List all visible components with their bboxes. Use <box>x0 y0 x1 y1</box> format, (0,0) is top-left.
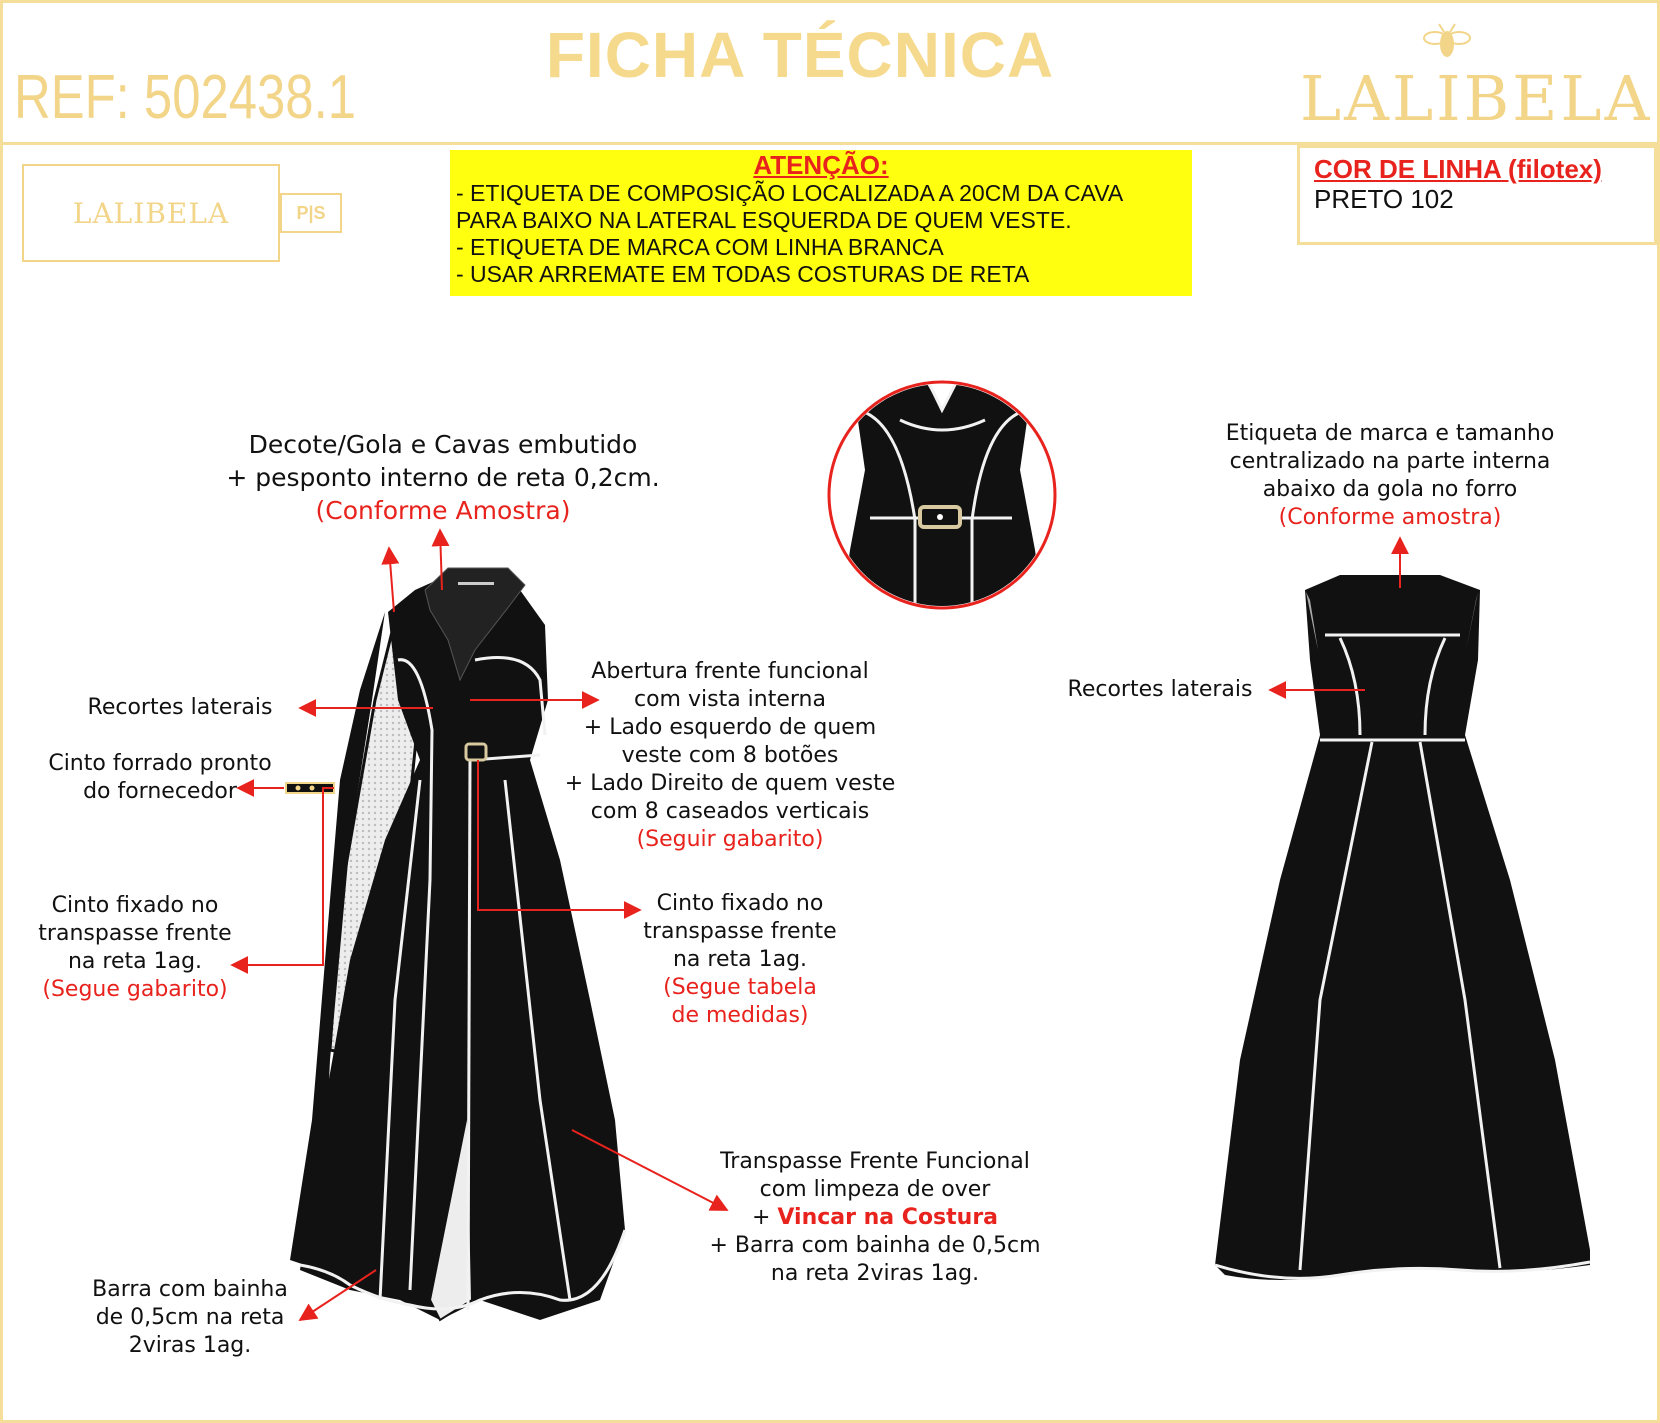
side-cuts-front-note: Recortes laterais <box>87 695 273 720</box>
wrap-front-line: Transpasse Frente Funcional <box>720 1149 1030 1174</box>
brand-label-line: Etiqueta de marca e tamanho <box>1225 421 1555 446</box>
hem-left-note <box>80 1276 300 1360</box>
back-dress-drawing <box>1215 575 1590 1280</box>
brand-label-sample: LALIBELA <box>22 164 280 262</box>
belt-fixed-left-note <box>20 892 250 1004</box>
neckline-note-red: (Conforme Amostra) <box>315 496 571 525</box>
front-opening-line: Abertura frente funcional <box>591 659 869 684</box>
wrap-front-line: + Barra com bainha de 0,5cm <box>709 1233 1041 1258</box>
attention-line: - ETIQUETA DE MARCA COM LINHA BRANCA <box>456 234 944 260</box>
brand-label-note <box>1220 420 1560 532</box>
wrap-front-line: na reta 2viras 1ag. <box>770 1261 980 1286</box>
belt-lined-note <box>40 750 280 806</box>
brand-label-line: abaixo da gola no forro <box>1262 477 1518 502</box>
page-title: FICHA TÉCNICA <box>545 19 1055 91</box>
belt-fixed-right-red: (Segue tabela <box>663 975 817 1000</box>
belt-lined-line: Cinto forrado pronto <box>48 751 272 776</box>
front-belt-buckle <box>466 744 486 760</box>
neckline-note <box>218 428 668 527</box>
brand-label-red: (Conforme amostra) <box>1278 505 1502 530</box>
brand-logo: LALIBELA <box>1300 62 1653 135</box>
belt-fixed-right-line: transpasse frente <box>643 919 837 944</box>
size-tag-sample: P|S <box>280 193 342 233</box>
hem-left-line: Barra com bainha <box>92 1277 288 1302</box>
front-opening-line: veste com 8 botões <box>621 743 839 768</box>
reference-code: REF: 502438.1 <box>14 63 356 132</box>
belt-fixed-right-line: Cinto fixado no <box>656 891 824 916</box>
attention-line: - USAR ARREMATE EM TODAS COSTURAS DE RETA <box>456 261 1030 287</box>
wrap-front-plus: + <box>751 1205 778 1230</box>
hem-left-line: 2viras 1ag. <box>128 1333 252 1358</box>
belt-fixed-right-line: na reta 1ag. <box>672 947 808 972</box>
belt-detail-circle <box>829 375 1055 620</box>
belt-fixed-left-line: transpasse frente <box>38 921 232 946</box>
belt-fixed-left-line: Cinto fixado no <box>51 893 219 918</box>
belt-fixed-left-red: (Segue gabarito) <box>42 977 228 1002</box>
side-cuts-back-note: Recortes laterais <box>1067 677 1253 702</box>
hem-left-line: de 0,5cm na reta <box>95 1305 285 1330</box>
front-opening-line: com vista interna <box>634 687 826 712</box>
attention-line: PARA BAIXO NA LATERAL ESQUERDA DE QUEM VESTE. <box>456 207 1072 233</box>
neckline-line: + pesponto interno de reta 0,2cm. <box>226 463 660 492</box>
wrap-front-note <box>705 1148 1045 1288</box>
back-bodice <box>1305 575 1480 735</box>
brand-label-line: centralizado na parte interna <box>1229 449 1551 474</box>
belt-fixed-right-red: de medidas) <box>671 1003 809 1028</box>
attention-heading: ATENÇÃO: <box>753 150 889 180</box>
belt-fixed-right-note <box>630 890 850 1030</box>
wrap-front-red: Vincar na Costura <box>777 1205 999 1230</box>
belt-lined-line: do fornecedor <box>83 779 237 804</box>
attention-line: - ETIQUETA DE COMPOSIÇÃO LOCALIZADA A 20CM DA CAVA <box>456 180 1124 206</box>
thread-color-value: PRETO 102 <box>1314 184 1454 214</box>
front-opening-note <box>560 658 900 854</box>
back-skirt <box>1215 735 1590 1280</box>
neckline-line: Decote/Gola e Cavas embutido <box>248 430 638 459</box>
wrap-front-line <box>705 1204 1045 1232</box>
thread-color-heading: COR DE LINHA (filotex) <box>1314 154 1602 184</box>
front-opening-line: com 8 caseados verticais <box>590 799 870 824</box>
front-opening-red: (Seguir gabarito) <box>636 827 824 852</box>
wrap-front-line: com limpeza de over <box>759 1177 991 1202</box>
belt-fixed-left-line: na reta 1ag. <box>67 949 203 974</box>
front-opening-line: + Lado Direito de quem veste <box>564 771 896 796</box>
front-opening-line: + Lado esquerdo de quem <box>583 715 877 740</box>
